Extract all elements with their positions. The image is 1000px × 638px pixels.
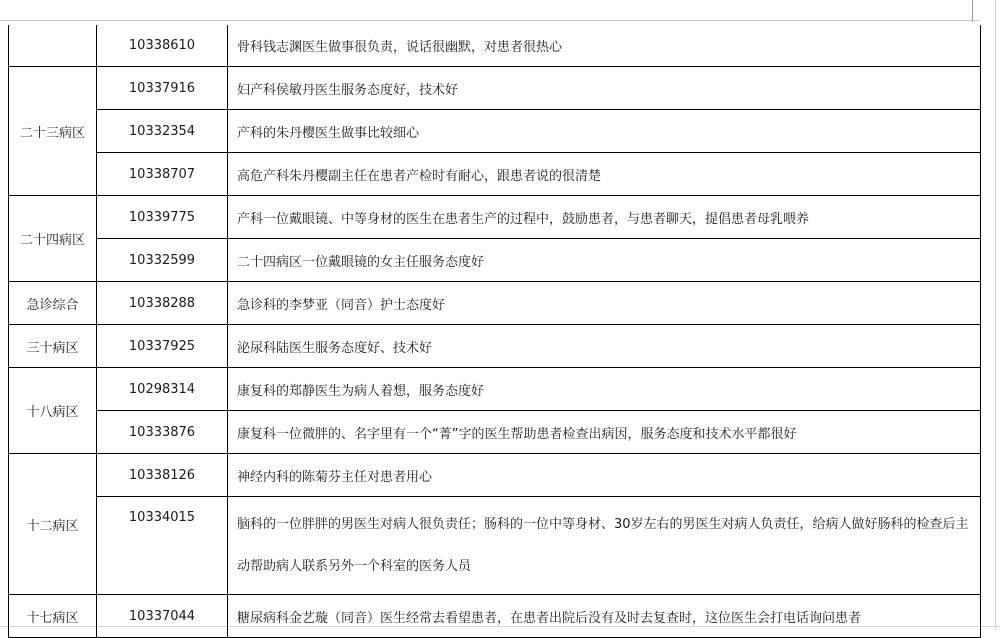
record-id: 10337916 <box>97 67 228 110</box>
ward-name: 急诊综合 <box>9 282 97 325</box>
feedback-comment: 产科的朱丹樱医生做事比较细心 <box>228 110 981 153</box>
record-id: 10338610 <box>97 25 228 67</box>
table-row <box>9 196 981 239</box>
feedback-comment: 康复科的郑静医生为病人着想，服务态度好 <box>228 368 981 411</box>
ward-name: 二十四病区 <box>9 196 97 282</box>
ward-cell-empty <box>9 25 97 67</box>
feedback-comment: 二十四病区一位戴眼镜的女主任服务态度好 <box>228 239 981 282</box>
record-id: 10298314 <box>97 368 228 411</box>
record-id: 10332354 <box>97 110 228 153</box>
ward-name: 十七病区 <box>9 595 97 638</box>
feedback-comment: 糖尿病科金艺璇（同音）医生经常去看望患者，在患者出院后没有及时去复查时，这位医生会打电话询问患者 <box>228 595 981 638</box>
table-row <box>9 497 981 595</box>
feedback-comment: 骨科钱志渊医生做事很负责，说话很幽默，对患者很热心 <box>228 25 981 67</box>
feedback-comment: 高危产科朱丹樱副主任在患者产检时有耐心，跟患者说的很清楚 <box>228 153 981 196</box>
record-id: 10338126 <box>97 454 228 497</box>
ward-name: 十二病区 <box>9 454 97 595</box>
record-id: 10332599 <box>97 239 228 282</box>
table-row <box>9 454 981 497</box>
record-id: 10337925 <box>97 325 228 368</box>
table-row <box>9 282 981 325</box>
table-row <box>9 368 981 411</box>
page-right-edge <box>995 0 996 630</box>
table-row <box>9 239 981 282</box>
table-row <box>9 67 981 110</box>
record-id: 10334015 <box>97 497 228 595</box>
record-id: 10337044 <box>97 595 228 638</box>
ward-name: 二十三病区 <box>9 67 97 196</box>
feedback-comment: 康复科一位微胖的、名字里有一个“菁”字的医生帮助患者检查出病因，服务态度和技术水平都很好 <box>228 411 981 454</box>
feedback-comment: 脑科的一位胖胖的男医生对病人很负责任；肠科的一位中等身材、30岁左右的男医生对病人负责任，给病人做好肠科的检查后主动帮助病人联系另外一个科室的医务人员 <box>228 497 981 595</box>
record-id: 10338288 <box>97 282 228 325</box>
margin-corner-mark <box>972 0 973 22</box>
record-id: 10338707 <box>97 153 228 196</box>
table-row <box>9 153 981 196</box>
ward-name: 三十病区 <box>9 325 97 368</box>
feedback-comment: 急诊科的李梦亚（同音）护士态度好 <box>228 282 981 325</box>
feedback-comment: 妇产科侯敏丹医生服务态度好，技术好 <box>228 67 981 110</box>
feedback-comment: 神经内科的陈菊芬主任对患者用心 <box>228 454 981 497</box>
table-row <box>9 411 981 454</box>
table-row <box>9 595 981 638</box>
record-id: 10339775 <box>97 196 228 239</box>
table-row <box>9 25 981 67</box>
table-row <box>9 325 981 368</box>
record-id: 10333876 <box>97 411 228 454</box>
feedback-table <box>8 25 981 638</box>
feedback-comment: 产科一位戴眼镜、中等身材的医生在患者生产的过程中，鼓励患者，与患者聊天，提倡患者母乳喂养 <box>228 196 981 239</box>
ward-name: 十八病区 <box>9 368 97 454</box>
page-top-margin <box>0 0 980 21</box>
table-row <box>9 110 981 153</box>
feedback-comment: 泌尿科陆医生服务态度好、技术好 <box>228 325 981 368</box>
